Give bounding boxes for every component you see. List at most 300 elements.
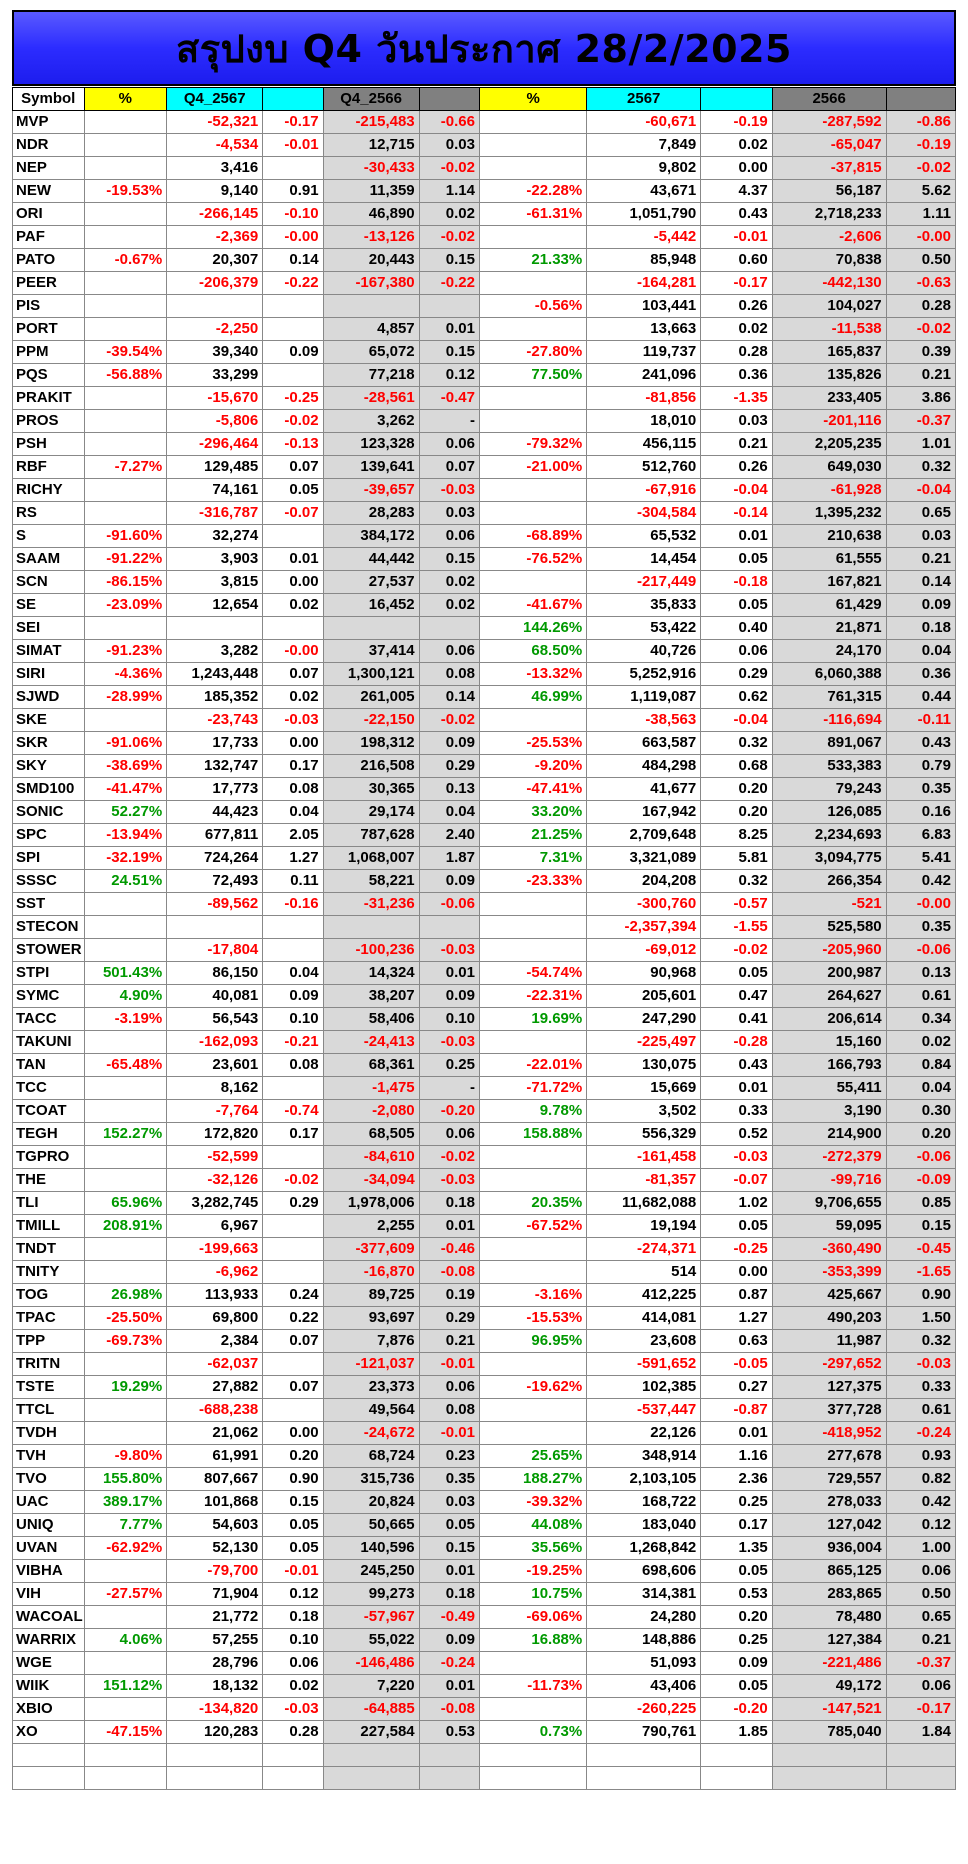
cell-q4-2567-eps: 0.07 [263,663,323,686]
cell-y2567-eps: 0.17 [701,1514,773,1537]
table-row [13,1353,956,1376]
cell-y2566: -287,592 [772,111,886,134]
table-row [13,1514,956,1537]
cell-q4-2567-eps [263,157,323,180]
cell-pct-year: -67.52% [479,1215,586,1238]
symbol-cell: STPI [13,962,85,985]
cell-pct-q4: -91.22% [84,548,167,571]
cell-q4-2566: 315,736 [323,1468,419,1491]
cell-y2566: 61,429 [772,594,886,617]
cell-y2566-eps: 0.30 [886,1100,955,1123]
symbol-cell: TAKUNI [13,1031,85,1054]
cell-pct-q4 [84,916,167,939]
cell-y2566: 126,085 [772,801,886,824]
table-row [13,939,956,962]
table-row [13,1606,956,1629]
cell-q4-2567-eps: 0.07 [263,1376,323,1399]
cell-y2566-eps: 0.21 [886,548,955,571]
cell-q4-2566-eps: 0.03 [419,134,479,157]
cell-q4-2567: -89,562 [167,893,263,916]
cell-pct-q4: -47.15% [84,1721,167,1744]
cell-y2566: -147,521 [772,1698,886,1721]
cell-q4-2567: 3,815 [167,571,263,594]
cell-q4-2567-eps: 0.20 [263,1445,323,1468]
cell-y2566-eps: 0.61 [886,985,955,1008]
cell-pct-year [479,1698,586,1721]
cell-y2566-eps: 1.01 [886,433,955,456]
cell-q4-2566 [323,1767,419,1790]
table-row [13,1629,956,1652]
symbol-cell: TVDH [13,1422,85,1445]
cell-q4-2567-eps: -0.07 [263,502,323,525]
table-row [13,295,956,318]
cell-pct-q4 [84,111,167,134]
symbol-cell: TRITN [13,1353,85,1376]
cell-q4-2567-eps: 0.00 [263,1422,323,1445]
cell-q4-2567: 12,654 [167,594,263,617]
header-pct-q4: % [84,88,167,111]
cell-y2567-eps: 0.05 [701,1675,773,1698]
cell-y2567: 1,268,842 [587,1537,701,1560]
cell-q4-2567: 120,283 [167,1721,263,1744]
cell-pct-q4 [84,479,167,502]
cell-q4-2567: 28,796 [167,1652,263,1675]
cell-y2567: 5,252,916 [587,663,701,686]
cell-q4-2566-eps [419,1744,479,1767]
cell-q4-2566: -121,037 [323,1353,419,1376]
cell-y2567-eps: 0.06 [701,640,773,663]
symbol-cell: NDR [13,134,85,157]
cell-q4-2566: -39,657 [323,479,419,502]
symbol-cell: SKY [13,755,85,778]
symbol-cell: SONIC [13,801,85,824]
table-row [13,617,956,640]
cell-q4-2566: -16,870 [323,1261,419,1284]
cell-q4-2567-eps: -0.00 [263,640,323,663]
cell-pct-q4 [84,318,167,341]
cell-y2567: 663,587 [587,732,701,755]
cell-y2567: 556,329 [587,1123,701,1146]
cell-y2566-eps: 0.42 [886,1491,955,1514]
cell-y2566-eps: -0.02 [886,157,955,180]
cell-q4-2566: 37,414 [323,640,419,663]
cell-q4-2567-eps: 0.10 [263,1008,323,1031]
cell-y2566: 525,580 [772,916,886,939]
cell-pct-year [479,939,586,962]
cell-y2566-eps: 0.90 [886,1284,955,1307]
cell-y2567-eps: 0.36 [701,364,773,387]
cell-q4-2566: 140,596 [323,1537,419,1560]
cell-y2567-eps: 1.16 [701,1445,773,1468]
table-row [13,111,956,134]
header-q4-2567: Q4_2567 [167,88,263,111]
cell-q4-2566-eps: -0.02 [419,1146,479,1169]
table-row [13,1169,956,1192]
cell-q4-2567-eps: 0.02 [263,594,323,617]
cell-y2567-eps: 0.01 [701,1077,773,1100]
cell-y2567: -591,652 [587,1353,701,1376]
cell-q4-2567-eps [263,1215,323,1238]
cell-y2566-eps: 0.84 [886,1054,955,1077]
cell-y2567-eps: 0.05 [701,548,773,571]
symbol-cell: RBF [13,456,85,479]
cell-y2566-eps: -0.02 [886,318,955,341]
cell-q4-2567: 2,384 [167,1330,263,1353]
cell-q4-2567-eps [263,916,323,939]
cell-y2566-eps: 0.04 [886,1077,955,1100]
cell-y2567-eps: -0.18 [701,571,773,594]
cell-y2566: 2,205,235 [772,433,886,456]
table-row [13,870,956,893]
symbol-cell: PPM [13,341,85,364]
cell-pct-q4: -23.09% [84,594,167,617]
table-row [13,180,956,203]
cell-q4-2566: 28,283 [323,502,419,525]
cell-q4-2567: -32,126 [167,1169,263,1192]
cell-q4-2567-eps: 0.05 [263,479,323,502]
table-row [13,1399,956,1422]
cell-pct-year: 21.25% [479,824,586,847]
cell-y2566: 55,411 [772,1077,886,1100]
header-q4-2566: Q4_2566 [323,88,419,111]
symbol-cell: SJWD [13,686,85,709]
symbol-cell: PSH [13,433,85,456]
cell-q4-2567-eps [263,525,323,548]
cell-q4-2567-eps: -0.02 [263,1169,323,1192]
cell-pct-year: -61.31% [479,203,586,226]
header-y2566: 2566 [772,88,886,111]
cell-q4-2567: 185,352 [167,686,263,709]
table-row [13,686,956,709]
cell-y2567: -537,447 [587,1399,701,1422]
cell-pct-year: 77.50% [479,364,586,387]
cell-q4-2566-eps: 0.23 [419,1445,479,1468]
cell-y2567-eps: 0.03 [701,410,773,433]
cell-q4-2567: 3,282,745 [167,1192,263,1215]
cell-q4-2567-eps: 0.91 [263,180,323,203]
cell-q4-2567-eps [263,617,323,640]
cell-y2567: 40,726 [587,640,701,663]
cell-y2566: 3,094,775 [772,847,886,870]
cell-y2567: 35,833 [587,594,701,617]
cell-pct-year [479,709,586,732]
symbol-cell: VIH [13,1583,85,1606]
symbol-cell [13,1744,85,1767]
cell-y2566: 78,480 [772,1606,886,1629]
symbol-cell: PIS [13,295,85,318]
table-row [13,433,956,456]
cell-y2567-eps: 0.26 [701,456,773,479]
cell-pct-q4 [84,939,167,962]
cell-y2567: 15,669 [587,1077,701,1100]
cell-y2567-eps: -0.20 [701,1698,773,1721]
cell-y2566: 127,042 [772,1514,886,1537]
cell-q4-2566-eps: 0.06 [419,640,479,663]
cell-q4-2567: -316,787 [167,502,263,525]
cell-y2566-eps: -0.06 [886,939,955,962]
cell-y2567-eps: 0.32 [701,870,773,893]
cell-y2567: 412,225 [587,1284,701,1307]
cell-y2566-eps: 0.32 [886,1330,955,1353]
cell-q4-2566: 44,442 [323,548,419,571]
cell-q4-2566-eps: 0.14 [419,686,479,709]
cell-y2567: 51,093 [587,1652,701,1675]
cell-y2566-eps: 0.28 [886,295,955,318]
cell-q4-2567: 17,773 [167,778,263,801]
cell-q4-2567-eps: 0.11 [263,870,323,893]
cell-y2567: 698,606 [587,1560,701,1583]
table-row [13,916,956,939]
cell-pct-q4 [84,1652,167,1675]
table-row [13,548,956,571]
symbol-cell: TOG [13,1284,85,1307]
cell-pct-year: -11.73% [479,1675,586,1698]
cell-q4-2566: 261,005 [323,686,419,709]
cell-y2566-eps: 0.18 [886,617,955,640]
cell-q4-2567: -2,250 [167,318,263,341]
cell-pct-year: 188.27% [479,1468,586,1491]
cell-q4-2567: -2,369 [167,226,263,249]
cell-q4-2566: -215,483 [323,111,419,134]
cell-y2566: 490,203 [772,1307,886,1330]
cell-y2567-eps: 0.52 [701,1123,773,1146]
cell-pct-year: 7.31% [479,847,586,870]
cell-q4-2566: -146,486 [323,1652,419,1675]
cell-q4-2566-eps: - [419,410,479,433]
cell-y2567-eps: -0.14 [701,502,773,525]
cell-q4-2566-eps: -0.47 [419,387,479,410]
cell-q4-2566: 20,824 [323,1491,419,1514]
cell-y2567: -217,449 [587,571,701,594]
cell-q4-2567-eps [263,1146,323,1169]
cell-pct-q4: -13.94% [84,824,167,847]
cell-pct-year: 96.95% [479,1330,586,1353]
cell-pct-year: 16.88% [479,1629,586,1652]
cell-y2567-eps: 5.81 [701,847,773,870]
cell-q4-2566: 27,537 [323,571,419,594]
cell-y2566-eps: -0.11 [886,709,955,732]
cell-y2566: 729,557 [772,1468,886,1491]
cell-q4-2566-eps: -0.20 [419,1100,479,1123]
symbol-cell: SEI [13,617,85,640]
cell-pct-year: -15.53% [479,1307,586,1330]
cell-y2566: -205,960 [772,939,886,962]
cell-q4-2567-eps: 0.12 [263,1583,323,1606]
cell-q4-2566: 50,665 [323,1514,419,1537]
cell-y2567-eps: 0.01 [701,525,773,548]
cell-y2567: -81,357 [587,1169,701,1192]
cell-q4-2567: -6,962 [167,1261,263,1284]
cell-q4-2567 [167,916,263,939]
cell-y2566-eps: 0.21 [886,1629,955,1652]
table-row [13,1491,956,1514]
cell-y2567: 1,051,790 [587,203,701,226]
cell-pct-q4 [84,1560,167,1583]
cell-y2566-eps: 0.79 [886,755,955,778]
cell-q4-2567: 3,903 [167,548,263,571]
cell-y2566: 2,234,693 [772,824,886,847]
table-row [13,1675,956,1698]
cell-y2567: 103,441 [587,295,701,318]
cell-pct-q4 [84,387,167,410]
cell-q4-2566-eps: - [419,1077,479,1100]
cell-pct-q4: 7.77% [84,1514,167,1537]
cell-q4-2567: 52,130 [167,1537,263,1560]
cell-pct-q4: -65.48% [84,1054,167,1077]
cell-y2566: 9,706,655 [772,1192,886,1215]
cell-pct-q4 [84,502,167,525]
cell-q4-2566: 23,373 [323,1376,419,1399]
cell-pct-year: 46.99% [479,686,586,709]
cell-q4-2566: 123,328 [323,433,419,456]
cell-y2566-eps: -0.00 [886,893,955,916]
table-row [13,755,956,778]
table-row [13,1100,956,1123]
cell-y2566-eps: 0.82 [886,1468,955,1491]
cell-q4-2567-eps: 0.17 [263,1123,323,1146]
table-row [13,318,956,341]
symbol-cell: MVP [13,111,85,134]
cell-pct-year: -23.33% [479,870,586,893]
cell-pct-year [479,410,586,433]
cell-q4-2567: 9,140 [167,180,263,203]
cell-pct-year [479,1652,586,1675]
symbol-cell: SSSC [13,870,85,893]
cell-q4-2566-eps: 0.05 [419,1514,479,1537]
cell-y2566-eps: 0.44 [886,686,955,709]
cell-y2566: -116,694 [772,709,886,732]
cell-y2567-eps: -0.03 [701,1146,773,1169]
cell-q4-2567-eps [263,1767,323,1790]
cell-y2566-eps: 0.33 [886,1376,955,1399]
cell-y2566: 761,315 [772,686,886,709]
cell-y2567: 514 [587,1261,701,1284]
cell-q4-2567-eps [263,1353,323,1376]
cell-y2566: 166,793 [772,1054,886,1077]
table-row [13,1146,956,1169]
cell-y2566-eps: -0.06 [886,1146,955,1169]
cell-pct-year [479,571,586,594]
cell-pct-year: 10.75% [479,1583,586,1606]
cell-q4-2566: 77,218 [323,364,419,387]
cell-y2566-eps: 0.65 [886,1606,955,1629]
cell-pct-year: -22.31% [479,985,586,1008]
cell-y2567-eps: 0.21 [701,433,773,456]
cell-pct-year: 44.08% [479,1514,586,1537]
cell-y2566-eps: 1.84 [886,1721,955,1744]
cell-pct-q4: -32.19% [84,847,167,870]
symbol-cell: SYMC [13,985,85,1008]
cell-y2567-eps: 0.02 [701,134,773,157]
cell-y2566: 56,187 [772,180,886,203]
table-row [13,1698,956,1721]
cell-q4-2566: 7,876 [323,1330,419,1353]
cell-q4-2567-eps: 0.07 [263,456,323,479]
cell-pct-q4 [84,1744,167,1767]
cell-q4-2566: 7,220 [323,1675,419,1698]
cell-q4-2567: 33,299 [167,364,263,387]
cell-pct-q4: 19.29% [84,1376,167,1399]
cell-q4-2567-eps: 0.04 [263,962,323,985]
cell-q4-2567-eps: -0.25 [263,387,323,410]
cell-q4-2567-eps: 0.02 [263,686,323,709]
cell-q4-2566-eps: -0.03 [419,1169,479,1192]
cell-pct-q4: 151.12% [84,1675,167,1698]
cell-pct-year: 25.65% [479,1445,586,1468]
cell-y2566: 277,678 [772,1445,886,1468]
cell-pct-q4 [84,617,167,640]
cell-y2567: 3,321,089 [587,847,701,870]
symbol-cell: PORT [13,318,85,341]
cell-q4-2566: 139,641 [323,456,419,479]
cell-q4-2566-eps [419,617,479,640]
cell-q4-2566: 58,221 [323,870,419,893]
cell-q4-2566: 16,452 [323,594,419,617]
cell-y2566-eps: 0.50 [886,1583,955,1606]
table-row [13,1307,956,1330]
cell-pct-q4: -4.36% [84,663,167,686]
cell-y2567-eps: -0.57 [701,893,773,916]
cell-y2566-eps: -0.03 [886,1353,955,1376]
cell-y2567-eps: 0.27 [701,1376,773,1399]
cell-y2567: 85,948 [587,249,701,272]
cell-pct-q4: -7.27% [84,456,167,479]
cell-pct-q4: -0.67% [84,249,167,272]
cell-y2567-eps: 0.02 [701,318,773,341]
cell-y2567-eps: 0.05 [701,1215,773,1238]
cell-pct-q4: 208.91% [84,1215,167,1238]
cell-pct-year [479,157,586,180]
table-row [13,1192,956,1215]
cell-q4-2567: 32,274 [167,525,263,548]
table-row [13,1583,956,1606]
cell-q4-2566: 245,250 [323,1560,419,1583]
cell-q4-2567: 54,603 [167,1514,263,1537]
cell-q4-2566: 1,068,007 [323,847,419,870]
cell-q4-2567-eps: 0.15 [263,1491,323,1514]
cell-q4-2566: -100,236 [323,939,419,962]
cell-q4-2566: 4,857 [323,318,419,341]
table-row [13,1215,956,1238]
table-row [13,249,956,272]
table-row [13,479,956,502]
cell-y2566: 104,027 [772,295,886,318]
cell-y2566: -11,538 [772,318,886,341]
cell-y2567: -2,357,394 [587,916,701,939]
cell-q4-2567-eps: 0.07 [263,1330,323,1353]
cell-y2566-eps: 0.06 [886,1560,955,1583]
cell-y2566: 210,638 [772,525,886,548]
cell-pct-q4: 501.43% [84,962,167,985]
cell-q4-2566: 20,443 [323,249,419,272]
cell-q4-2567-eps: 0.14 [263,249,323,272]
cell-y2567: 314,381 [587,1583,701,1606]
cell-q4-2567-eps: 0.90 [263,1468,323,1491]
cell-y2567-eps: 0.05 [701,1560,773,1583]
cell-q4-2567: -266,145 [167,203,263,226]
cell-q4-2566-eps: 0.21 [419,1330,479,1353]
cell-q4-2566-eps: 0.06 [419,1123,479,1146]
symbol-cell: TNITY [13,1261,85,1284]
symbol-cell: TMILL [13,1215,85,1238]
cell-q4-2566-eps: 0.09 [419,732,479,755]
cell-y2566: -297,652 [772,1353,886,1376]
cell-q4-2567-eps: 0.02 [263,1675,323,1698]
cell-y2567-eps: 0.20 [701,1606,773,1629]
cell-q4-2567: -206,379 [167,272,263,295]
cell-q4-2567-eps: 0.22 [263,1307,323,1330]
symbol-cell: TTCL [13,1399,85,1422]
